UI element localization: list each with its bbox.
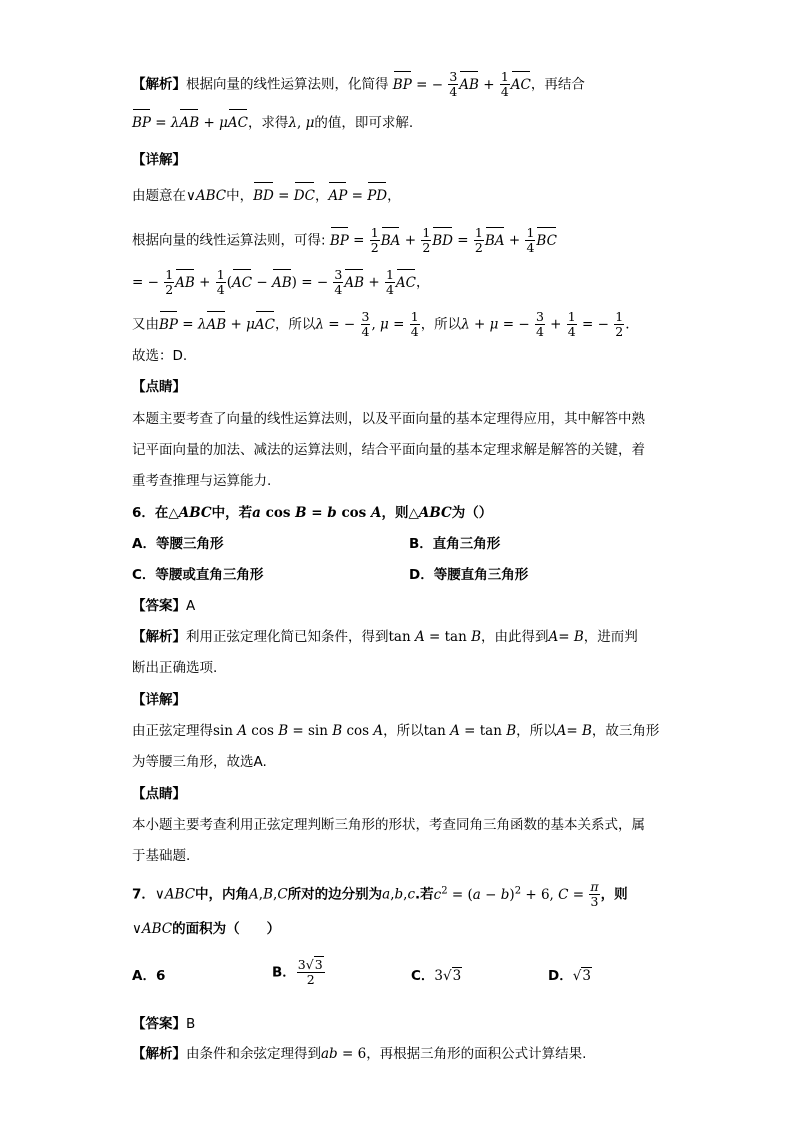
q7-stem-c: 所对的边分别为 (287, 886, 383, 903)
q5-jiexi-text4: 的值，即可求解. (314, 115, 414, 131)
q5-detail-line3: = − $\frac{1}{2}$ AB + $\frac{1}{4}$ (AC − AB) = − $\frac{3}{4}$ AB + $\frac{1}{4}$ AC， (132, 267, 430, 297)
q7-jiexi-line1: 【解析】由条件和余弦定理得到ab = 6，再根据三角形的面积公式计算结果. (132, 1046, 587, 1062)
q5-detail1-a: 由题意在 (132, 188, 186, 204)
q7-answer: B (186, 1016, 196, 1032)
q5-tag-xiangjie: 【详解】 (132, 152, 186, 168)
q6-answer: A (186, 598, 196, 614)
q6-option-c[interactable]: C．等腰或直角三角形 (132, 567, 264, 583)
q7-option-d[interactable]: D．√3 (548, 968, 591, 984)
q5-detail4-c: ，所以 (420, 316, 462, 333)
q7-stem-b: 中，内角 (195, 886, 250, 903)
q6-jiexi-c: ，进而判 (583, 629, 638, 645)
q5-jiexi-line2: BP = λAB + μAC，求得λ, μ的值，即可求解. (132, 115, 414, 131)
q6-detail-c: ，所以 (516, 723, 557, 739)
q7-option-c[interactable]: C．3√3 (411, 968, 462, 984)
q7-stem-line1: 7．∨ABC中，内角A,B,C所对的边分别为a,b,c.若$c^2 = (a - b)^2 + 6$, C = $\frac{\pi}{3}$ ，则 (132, 879, 628, 909)
q6-jiexi-line1: 【解析】利用正弦定理化简已知条件，得到tan A = tan B，由此得到A= B，进而判 (132, 629, 638, 645)
q5-detail2: 根据向量的线性运算法则，可得: (132, 232, 326, 249)
q6-detail-b: ，所以 (383, 723, 424, 739)
q6-jiexi-b: ，由此得到 (481, 629, 549, 645)
formula-bp-lambda-mu: BP = λAB + μAC (132, 115, 248, 131)
q6-jiexi-line2: 断出正确选项. (132, 660, 218, 676)
q6-stem: 6．在△ABC中，若a cos B = b cos A，则△ABC为（） (132, 505, 493, 521)
q6-stem-d: 为（） (451, 505, 493, 521)
q5-tag-dianjing: 【点睛】 (132, 379, 186, 395)
q7-stem-d: .若 (415, 886, 434, 903)
q6-dianjing-line2: 于基础题. (132, 848, 191, 864)
q5-detail-line2: 根据向量的线性运算法则，可得: BP = $\frac{1}{2}$ BA + $\frac{1}{2}$ BD = $\frac{1}{2}$ BA + $\frac{1}{4}$ BC (132, 225, 557, 255)
q6-stem-b: 中，若 (211, 505, 253, 521)
q6-option-a[interactable]: A．等腰三角形 (132, 536, 224, 552)
q6-detail-line2: 为等腰三角形，故选A. (132, 754, 267, 770)
q7-option-b[interactable]: B． $\frac{3√3}{2}$ (272, 957, 323, 987)
q5-jiexi-text3: ，求得 (247, 115, 289, 131)
q6-detail-a: 由正弦定理得 (132, 723, 213, 739)
q5-choose: 故选：D. (132, 348, 188, 364)
q6-tag-jiexi: 【解析】 (132, 629, 186, 645)
q6-option-d[interactable]: D．等腰直角三角形 (409, 567, 529, 583)
q5-jiexi-text2: ，再结合 (530, 76, 585, 93)
tag-jiexi: 【解析】 (132, 76, 186, 93)
q7-tag-daan: 【答案】 (132, 1016, 186, 1032)
q6-stem-a: 6．在△ (132, 505, 179, 521)
q5-dianjing-line3: 重考查推理与运算能力. (132, 473, 272, 489)
formula-bp-simplified: BP = − $\frac{3}{4}$ AB + $\frac{1}{4}$ AC (392, 69, 531, 99)
q7-answer-line (132, 1014, 195, 1034)
q6-tag-dianjing: 【点睛】 (132, 786, 186, 802)
q6-answer-line (132, 596, 195, 616)
q7-jiexi-a: 由条件和余弦定理得到 (186, 1046, 321, 1062)
q6-option-b[interactable]: B．直角三角形 (409, 536, 501, 552)
q6-detail-d: ，故三角形 (591, 723, 660, 739)
q6-tag-xiangjie: 【详解】 (132, 692, 186, 708)
q6-dianjing-line1: 本小题主要考查利用正弦定理判断三角形的形状，考查同角三角函数的基本关系式，属 (132, 817, 645, 833)
q5-detail-line1: 由题意在∨ABC中，BD = DC，AP = PD， (132, 188, 401, 204)
q6-stem-c: ，则△ (381, 505, 419, 521)
q5-detail1-b: 中， (226, 188, 254, 204)
q7-tag-jiexi: 【解析】 (132, 1046, 186, 1062)
q5-dianjing-line2: 记平面向量的加法、减法的运算法则，结合平面向量的基本定理求解是解答的关键，着 (132, 442, 645, 458)
q7-stem-2: 的面积为（ ） (172, 921, 281, 937)
q5-detail-line4: 又由BP = λAB + μAC，所以λ = − $\frac{3}{4}$ , μ = $\frac{1}{4}$ ，所以λ + μ = − $\frac{3}{4}$ + $\frac{1}{4}$ = − $\frac{1}{2}$ . (132, 309, 630, 339)
q7-option-a[interactable]: A．6 (132, 968, 166, 984)
q5-jiexi-text1: 根据向量的线性运算法则，化简得 (186, 76, 389, 93)
q6-jiexi-a: 利用正弦定理化简已知条件，得到 (186, 629, 389, 645)
q7-stem-line2: ∨ABC的面积为（ ） (132, 921, 281, 937)
q5-jiexi-line1 (132, 70, 585, 99)
q7-stem-a: 7． (132, 886, 155, 903)
q6-tag-daan: 【答案】 (132, 598, 186, 614)
q5-dianjing-line1: 本题主要考查了向量的线性运算法则，以及平面向量的基本定理得应用，其中解答中熟 (132, 411, 645, 427)
q7-jiexi-b: ，再根据三角形的面积公式计算结果. (366, 1046, 587, 1062)
q5-detail4-b: ，所以 (274, 316, 316, 333)
q7-stem-e: ，则 (600, 886, 628, 903)
q5-detail4-a: 又由 (132, 316, 159, 333)
q6-detail-line1: 由正弦定理得sin A cos B = sin B cos A，所以tan A = tan B，所以A= B，故三角形 (132, 723, 660, 739)
